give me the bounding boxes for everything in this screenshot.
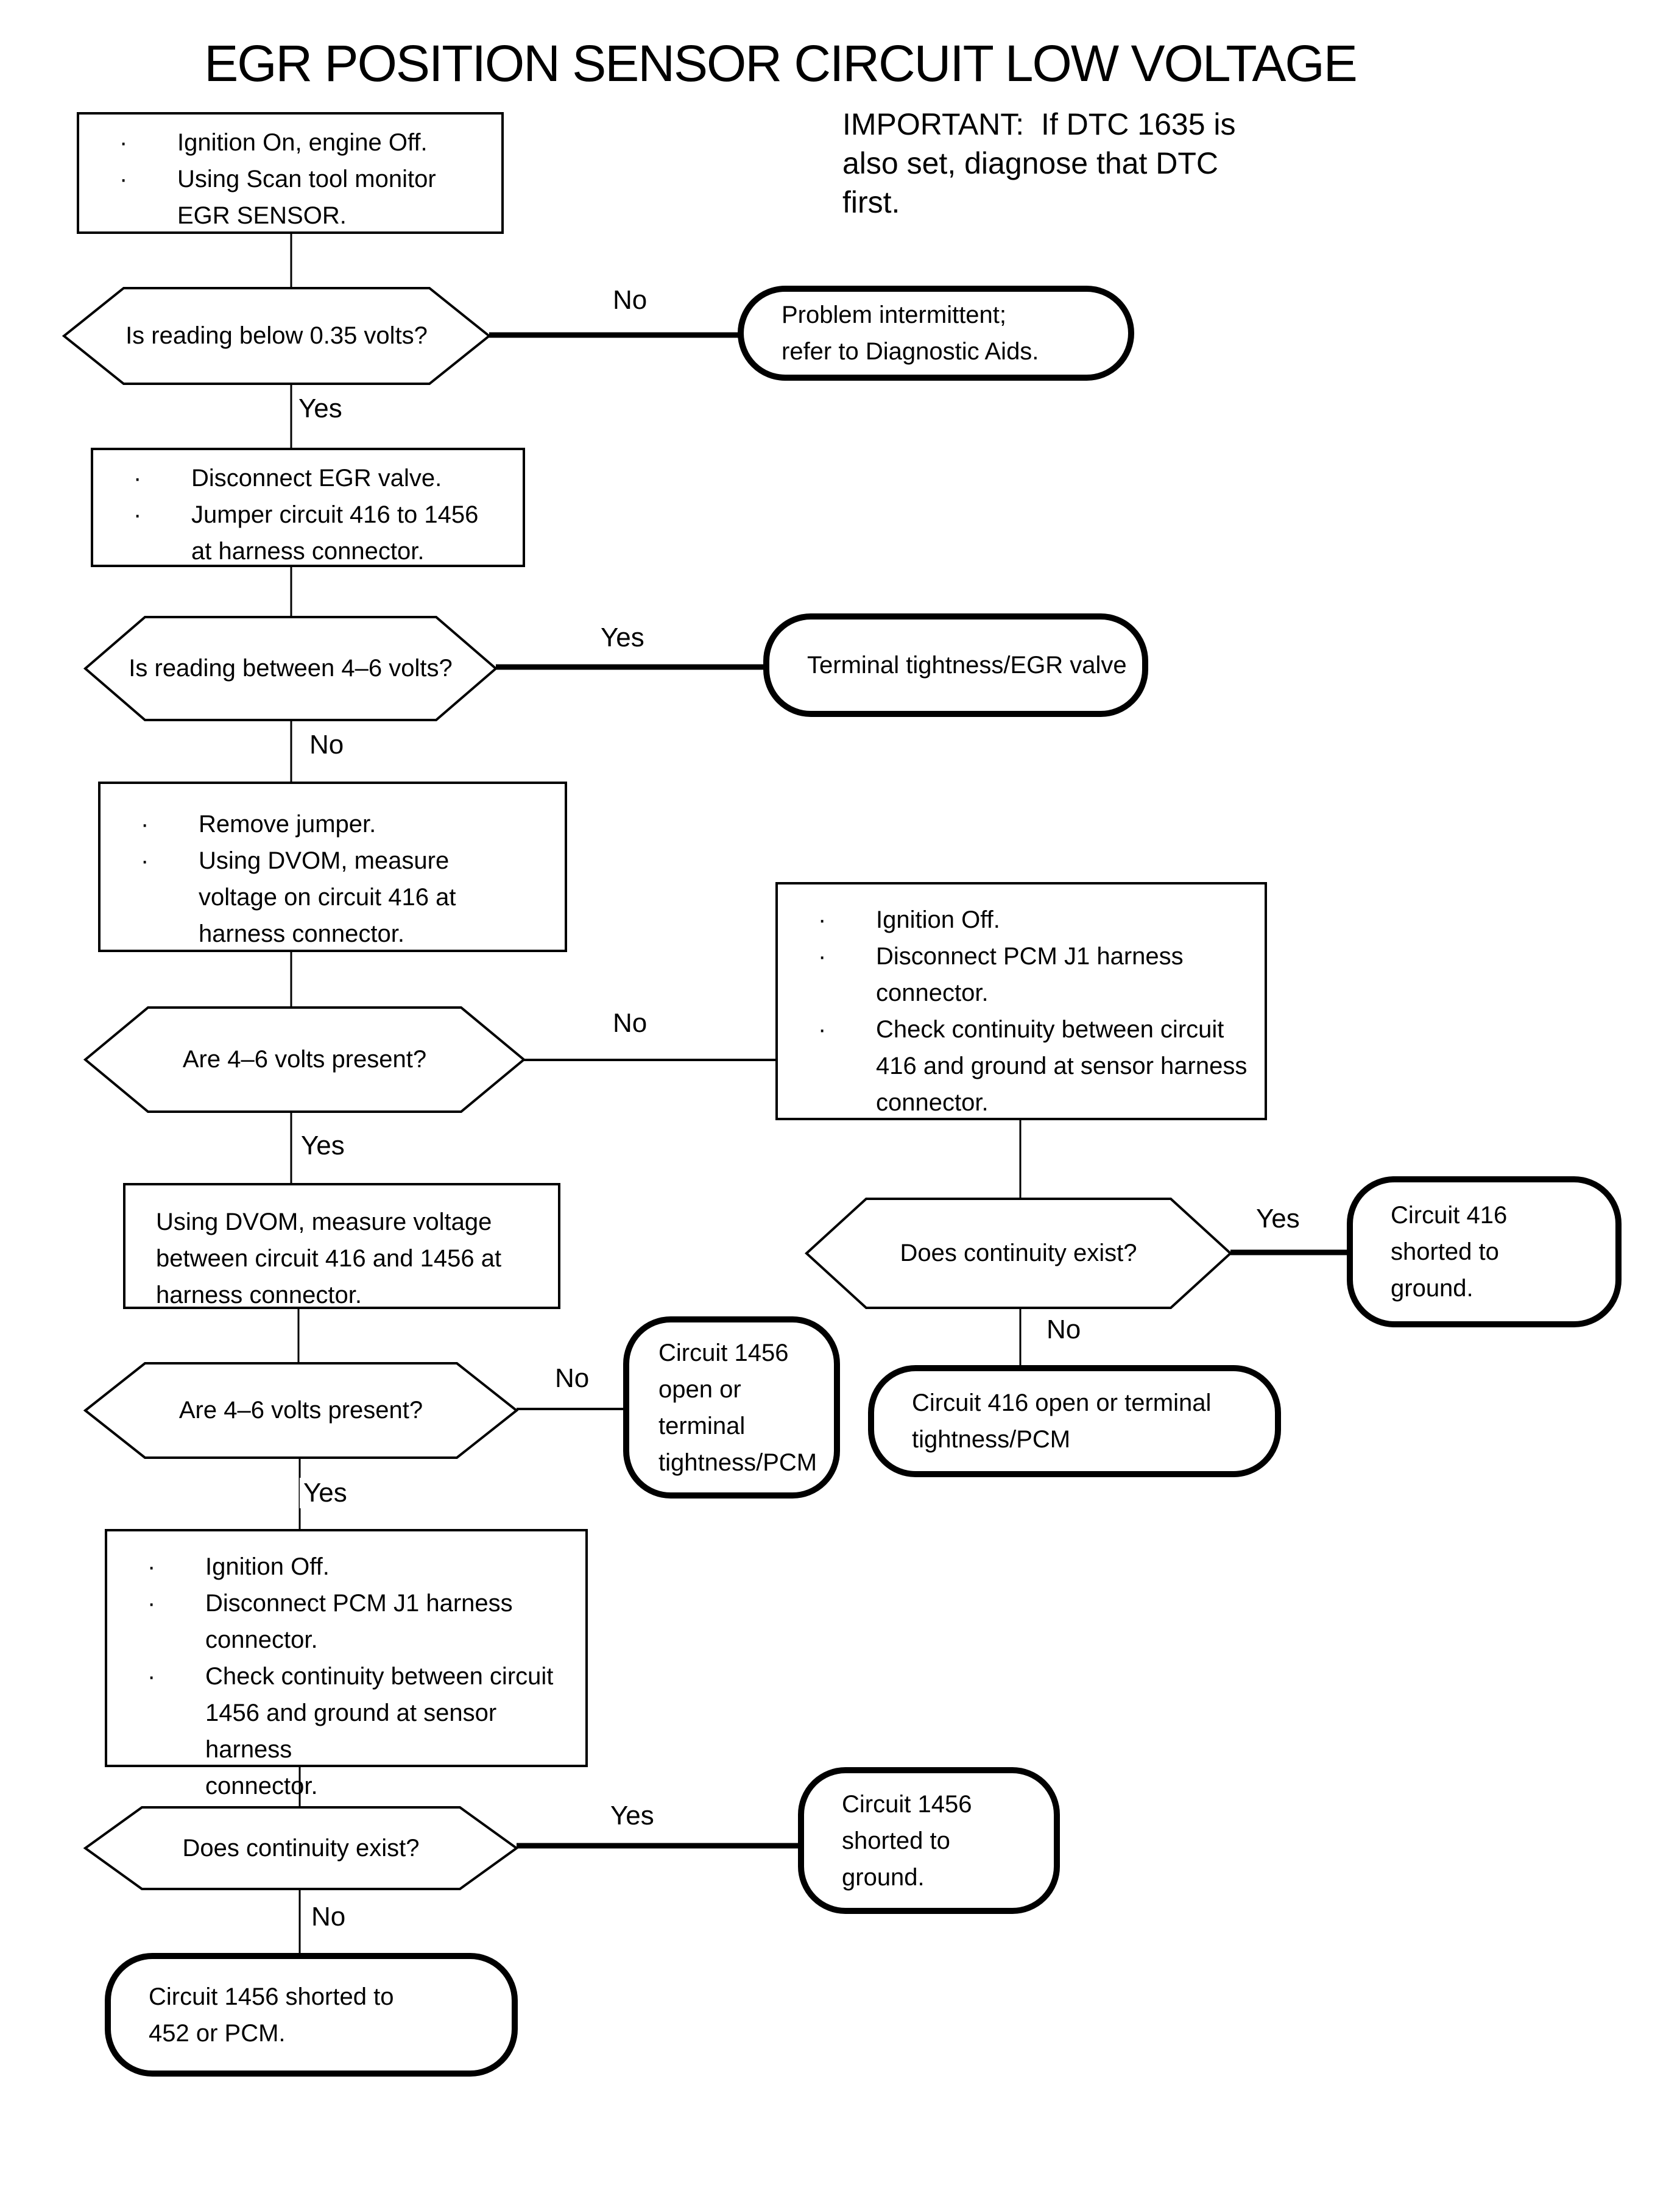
terminal-text [744, 297, 1039, 370]
bullet-item [133, 496, 523, 570]
text-line: Ignition Off. [205, 1553, 330, 1580]
bullet-item [119, 124, 501, 161]
branch-label-no: No [306, 730, 347, 760]
decision-reading-below-035 [63, 287, 490, 385]
text-line: Using Scan tool monitor [177, 166, 436, 192]
bullet-text [199, 806, 376, 842]
text-line: harness connector. [199, 920, 404, 947]
branch-label-no: No [609, 285, 651, 316]
terminal-text [874, 1385, 1211, 1458]
terminal-1456-open [623, 1316, 840, 1499]
decision-text: Does continuity exist? [182, 1834, 420, 1862]
text-line: connector. [205, 1626, 318, 1653]
bullet-icon: · [141, 811, 149, 838]
branch-label-yes: Yes [597, 623, 648, 653]
bullet-icon: · [133, 501, 142, 528]
bullet-icon: · [147, 1590, 156, 1617]
bullet-item [133, 460, 523, 496]
bullet-item [147, 1658, 585, 1804]
terminal-1456-shorted-ground [798, 1767, 1060, 1914]
branch-label-yes: Yes [300, 1478, 351, 1508]
text-line: 416 and ground at sensor harness [876, 1053, 1248, 1079]
terminal-problem-intermittent [738, 286, 1134, 381]
bullet-icon: · [147, 1663, 156, 1690]
decision-continuity-1456 [84, 1806, 518, 1890]
text-line: IMPORTANT: If DTC 1635 is [842, 107, 1236, 141]
page-title: EGR POSITION SENSOR CIRCUIT LOW VOLTAGE [204, 35, 1357, 92]
text-line: terminal [658, 1412, 746, 1439]
bullet-icon: · [818, 1016, 827, 1043]
bullet-icon: · [147, 1553, 156, 1580]
bullet-text [876, 1011, 1247, 1121]
text-line: Check continuity between circuit [205, 1663, 554, 1690]
process-box-remove-jumper [98, 782, 567, 952]
bullet-text [191, 496, 478, 570]
text-line: harness connector. [156, 1282, 362, 1308]
branch-label-yes: Yes [295, 394, 346, 424]
terminal-text [769, 647, 1127, 683]
text-line: connector. [876, 1089, 989, 1116]
bullet-item [141, 806, 565, 842]
text-line: connector. [205, 1773, 318, 1799]
bullet-text [177, 124, 428, 161]
terminal-text [804, 1786, 972, 1896]
decision-text: Does continuity exist? [900, 1240, 1137, 1266]
branch-label-yes: Yes [297, 1131, 348, 1161]
decision-4-6-volts-present-a [84, 1006, 525, 1113]
text-line: Ignition Off. [876, 906, 1000, 933]
decision-reading-between-4-6 [84, 616, 497, 721]
bullet-item [818, 938, 1265, 1011]
text-line: shorted to [842, 1827, 950, 1854]
process-box-jumper-416-1456 [91, 448, 525, 567]
bullet-icon: · [818, 906, 827, 933]
text-line: Jumper circuit 416 to 1456 [191, 501, 479, 528]
bullet-text [876, 938, 1184, 1011]
text-line: shorted to [1391, 1238, 1499, 1265]
branch-label-no: No [551, 1363, 593, 1394]
bullet-text [876, 902, 1000, 938]
text-line: Circuit 1456 shorted to [149, 1983, 394, 2010]
text-line: Circuit 1456 [842, 1790, 972, 1818]
decision-text: Is reading between 4–6 volts? [129, 655, 453, 682]
branch-label-no: No [308, 1902, 349, 1932]
branch-label-yes: Yes [607, 1801, 658, 1831]
process-box-start [77, 112, 504, 234]
bullet-icon: · [119, 166, 128, 192]
bullet-text [205, 1658, 585, 1804]
process-box-measure-416-1456 [123, 1183, 560, 1309]
bullet-item [141, 842, 565, 952]
branch-label-no: No [1043, 1315, 1084, 1345]
bullet-item [818, 902, 1265, 938]
bullet-text [199, 842, 456, 952]
text-line: tightness/PCM [912, 1426, 1071, 1453]
text-line: at harness connector. [191, 538, 425, 565]
terminal-416-shorted-ground [1347, 1176, 1622, 1327]
bullet-item [147, 1548, 585, 1585]
decision-text: Is reading below 0.35 volts? [125, 322, 428, 349]
text-line: 452 or PCM. [149, 2019, 286, 2047]
bullet-icon: · [141, 847, 149, 874]
text-line: Disconnect PCM J1 harness [876, 943, 1184, 970]
text-line: Problem intermittent; [782, 302, 1007, 328]
terminal-416-open [868, 1365, 1281, 1477]
terminal-text [1353, 1197, 1507, 1307]
bullet-item [119, 161, 501, 234]
terminal-text [629, 1335, 817, 1481]
decision-continuity-416 [805, 1198, 1232, 1309]
bullet-text [205, 1585, 513, 1658]
bullet-text [177, 161, 436, 234]
bullet-icon: · [818, 943, 827, 970]
text-line: Disconnect EGR valve. [191, 465, 442, 492]
bullet-item [818, 1011, 1265, 1121]
text-line: 1456 and ground at sensor harness [205, 1700, 504, 1763]
bullet-item [147, 1585, 585, 1658]
text-line: Check continuity between circuit [876, 1016, 1224, 1043]
process-box-check-416-continuity [775, 882, 1267, 1120]
text-line: Ignition On, engine Off. [177, 129, 428, 156]
text-line: ground. [1391, 1275, 1474, 1302]
text-line: Circuit 416 open or terminal [912, 1389, 1212, 1416]
process-box-check-1456-continuity [105, 1529, 588, 1799]
branch-label-no: No [609, 1008, 651, 1039]
text-line: Remove jumper. [199, 811, 376, 838]
text-line: open or [658, 1375, 741, 1403]
text-line: Using DVOM, measure [199, 847, 450, 874]
text-line: between circuit 416 and 1456 at [156, 1245, 502, 1272]
text-line: EGR SENSOR. [177, 202, 347, 229]
decision-4-6-volts-present-b [84, 1362, 518, 1459]
text-line: voltage on circuit 416 at [199, 884, 456, 911]
text-line: Using DVOM, measure voltage [156, 1209, 492, 1235]
bullet-icon: · [133, 465, 142, 492]
text-line: also set, diagnose that DTC [842, 146, 1218, 180]
text-line: first. [842, 185, 900, 219]
text-line: refer to Diagnostic Aids. [782, 338, 1039, 365]
bullet-icon: · [119, 129, 128, 156]
text-line: tightness/PCM [658, 1449, 817, 1476]
branch-label-yes: Yes [1252, 1204, 1304, 1234]
bullet-text [191, 460, 442, 496]
terminal-text [111, 1979, 394, 2052]
decision-text: Are 4–6 volts present? [178, 1397, 423, 1424]
decision-text: Are 4–6 volts present? [182, 1046, 427, 1073]
terminal-tightness-egr-valve [763, 613, 1148, 717]
important-note [842, 105, 1366, 222]
terminal-1456-shorted-452 [105, 1953, 518, 2077]
text-line: ground. [842, 1863, 925, 1891]
text-line: Circuit 416 [1391, 1202, 1508, 1229]
text-line: Terminal tightness/EGR valve [807, 652, 1127, 679]
text-line: connector. [876, 980, 989, 1006]
bullet-text [205, 1548, 330, 1585]
text-line: Disconnect PCM J1 harness [205, 1590, 513, 1617]
text-line: Circuit 1456 [658, 1339, 789, 1366]
